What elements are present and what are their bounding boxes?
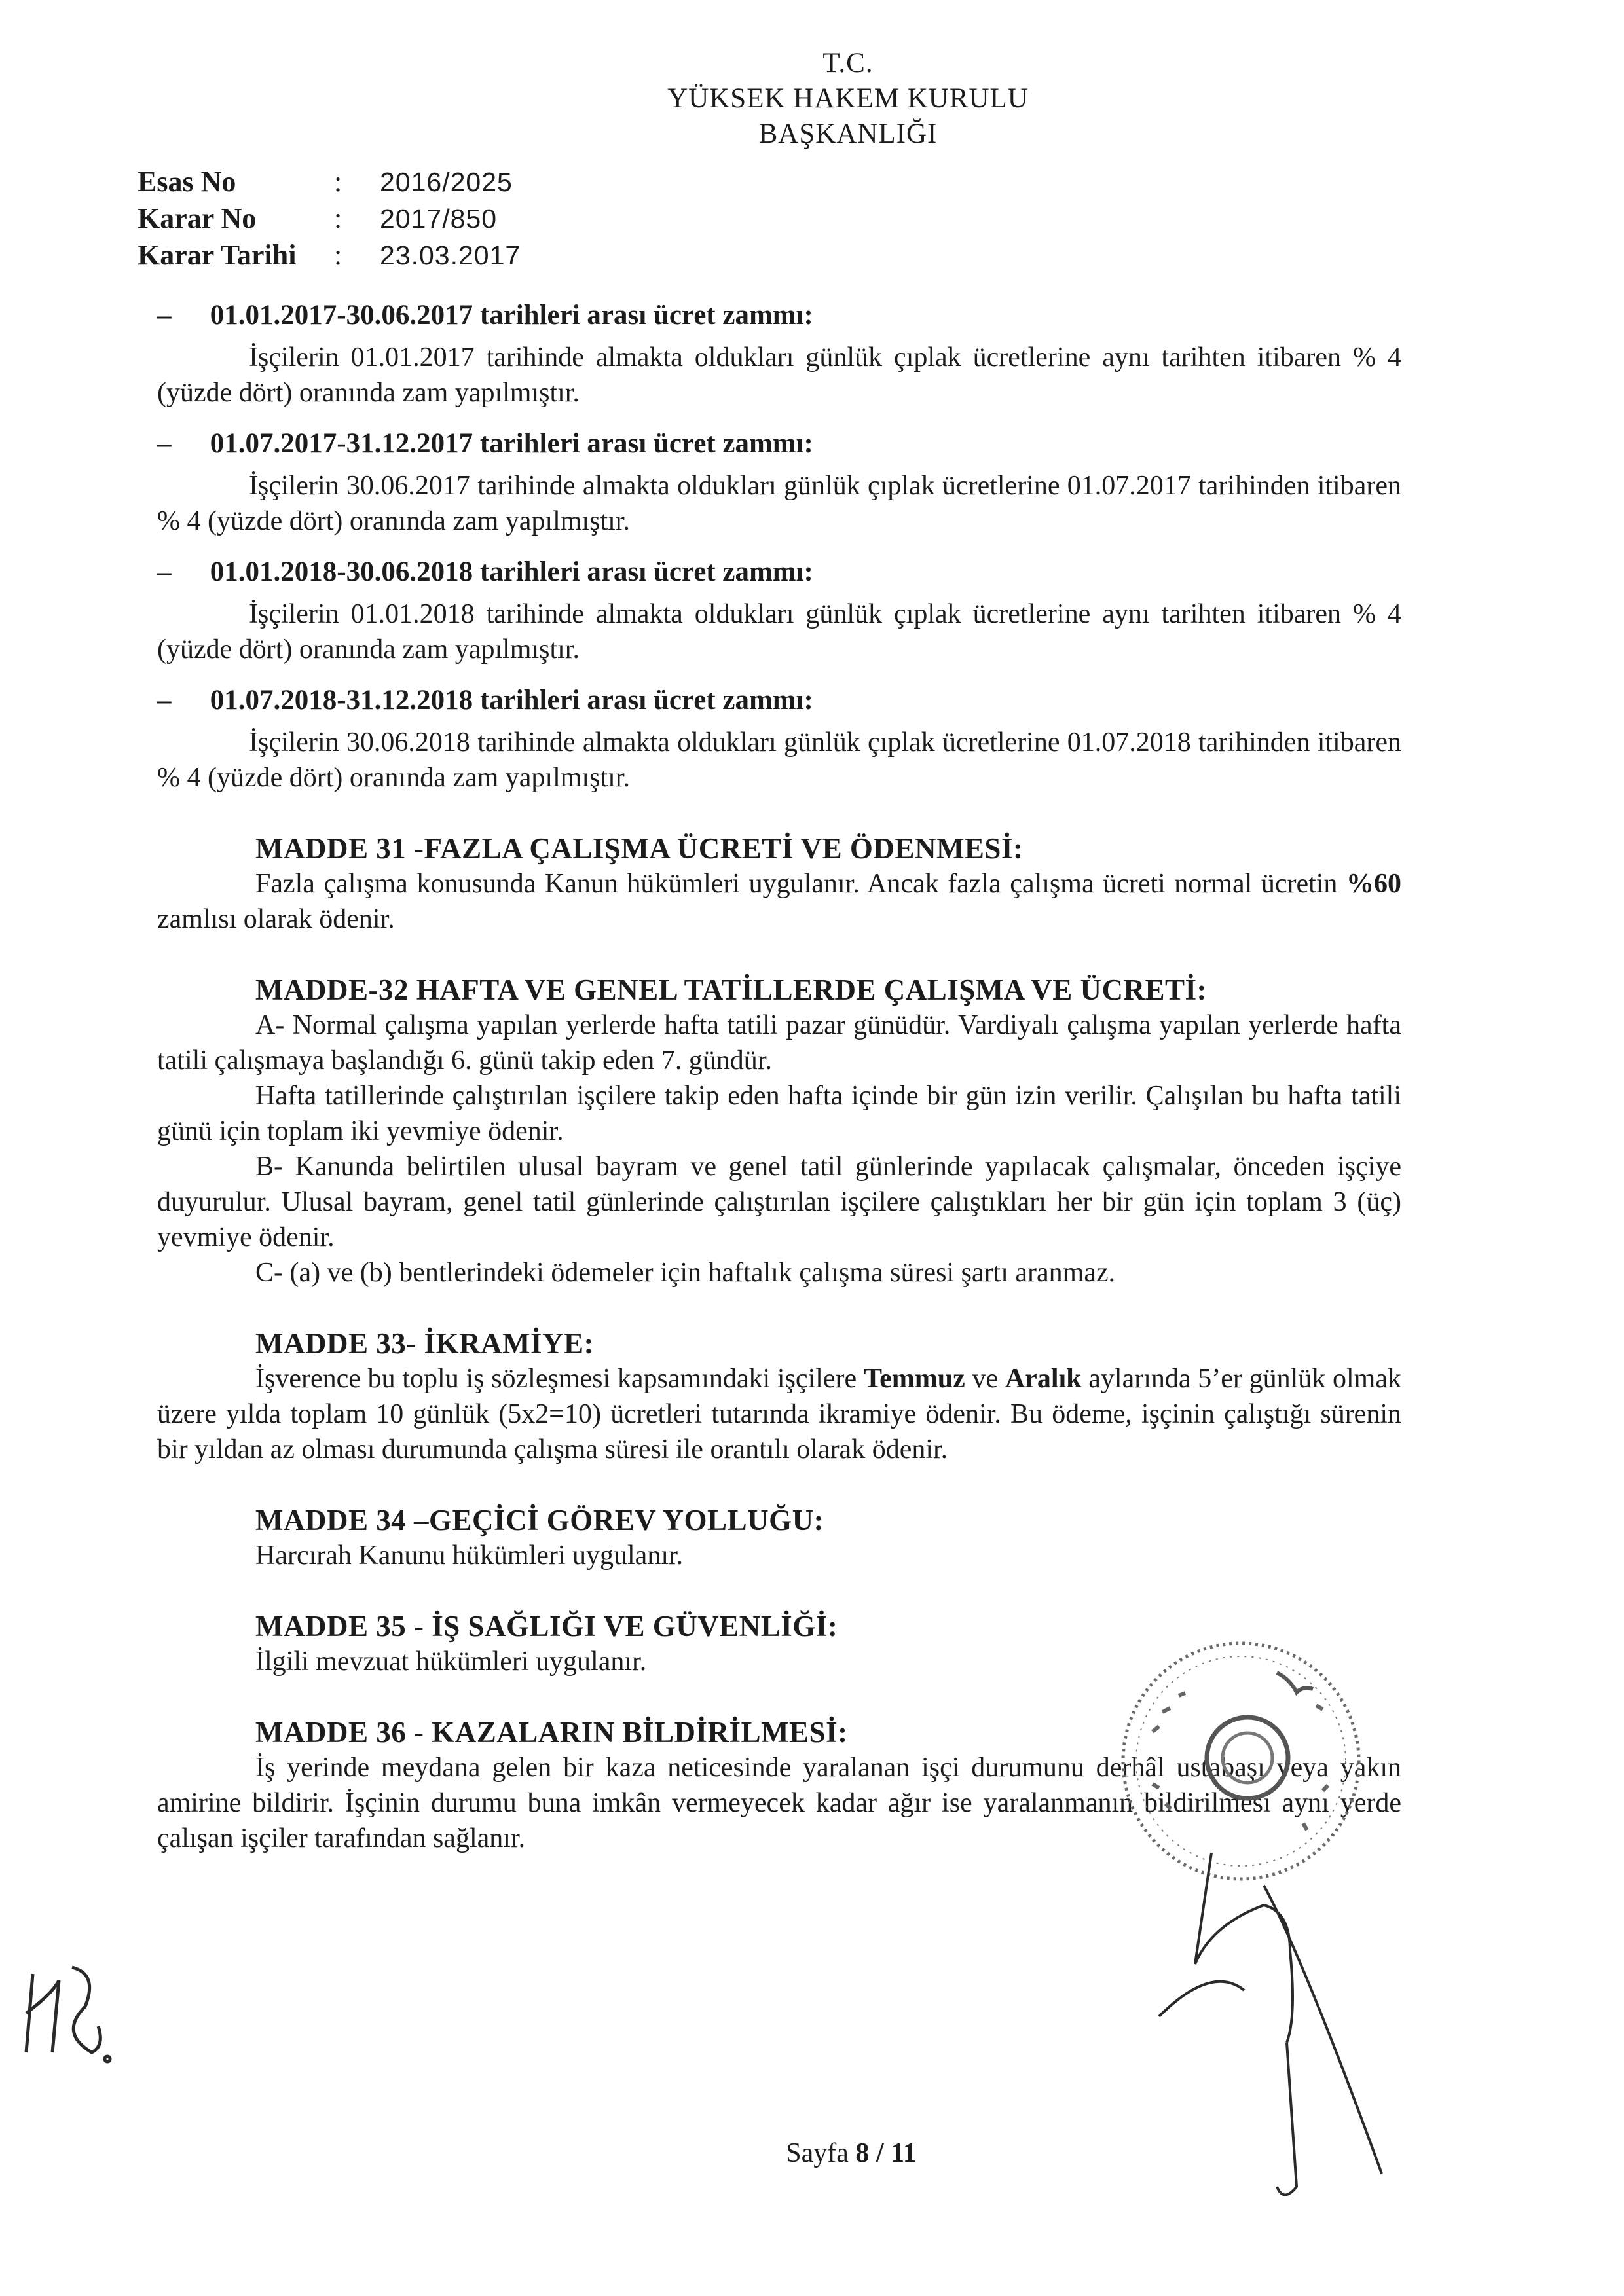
article-33-title: MADDE 33- İKRAMİYE:	[255, 1327, 594, 1360]
article-32-paragraph: Hafta tatillerinde çalıştırılan işçilere takip eden hafta içinde bir gün izin verilir. Çalışılan bu hafta tatili günü için toplam iki yevmiye ödenir.	[157, 1081, 1401, 1146]
bullet-dash: –	[157, 685, 172, 716]
meta-row-tarih	[138, 237, 521, 274]
article-31-text: Fazla çalışma konusunda Kanun hükümleri uygulanır. Ancak fazla çalışma ücreti normal ücretin %60 zamlısı olarak ödenir.	[157, 869, 1401, 934]
article-31	[157, 831, 1401, 937]
wage-increase-text: İşçilerin 30.06.2017 tarihinde almakta oldukları günlük çıplak ücretlerine 01.07.2017 tarihinden itibaren % 4 (yüzde dört) oranında zam yapılmıştır.	[157, 471, 1401, 536]
wage-increase-text: İşçilerin 01.01.2018 tarihinde almakta oldukları günlük çıplak ücretlerine aynı tarihten itibaren % 4 (yüzde dört) oranında zam yapılmıştır.	[157, 599, 1401, 665]
article-35-title: MADDE 35 - İŞ SAĞLIĞI VE GÜVENLİĞİ:	[255, 1610, 838, 1643]
article-34-title: MADDE 34 –GEÇİCİ GÖREV YOLLUĞU:	[255, 1504, 824, 1537]
meta-row-esas	[138, 164, 521, 200]
wage-increase-title: 01.01.2017-30.06.2017 tarihleri arası ücret zammı:	[210, 300, 813, 331]
article-32-paragraph-a: A- Normal çalışma yapılan yerlerde hafta tatili pazar günüdür. Vardiyalı çalışma yapılan yerlerde hafta tatili çalışmaya başlandığı 6. günü takip eden 7. gündür.	[157, 1010, 1401, 1076]
article-32-title: MADDE-32 HAFTA VE GENEL TATİLLERDE ÇALIŞMA VE ÜCRETİ:	[255, 974, 1208, 1006]
colon: :	[334, 239, 342, 271]
overtime-rate: %60	[1346, 869, 1401, 899]
karar-label: Karar No	[138, 202, 257, 234]
document-body	[157, 298, 1401, 1856]
article-32-paragraph-c: C- (a) ve (b) bentlerindeki ödemeler için haftalık çalışma süresi şartı aranmaz.	[255, 1258, 1116, 1288]
article-33	[157, 1326, 1401, 1467]
meta-row-karar	[138, 200, 521, 237]
wage-increase-title: 01.07.2017-31.12.2017 tarihleri arası ücret zammı:	[210, 428, 813, 459]
article-34	[157, 1503, 1401, 1573]
case-meta	[138, 164, 521, 274]
article-33-text: İşverence bu toplu iş sözleşmesi kapsamındaki işçilere Temmuz ve Aralık aylarında 5’er günlük olmak üzere yılda toplam 10 günlük (5x2=10) ücretleri tutarında ikramiye ödenir. Bu ödeme, işçinin çalıştığı sürenin bir yıldan az olması durumunda çalışma süresi ile orantılı olarak ödenir.	[157, 1364, 1401, 1465]
bullet-dash: –	[157, 556, 172, 587]
article-35-text: İlgili mevzuat hükümleri uygulanır.	[255, 1647, 647, 1677]
esas-label: Esas No	[138, 166, 236, 198]
page-footer	[39, 2138, 1624, 2169]
esas-value: 2016/2025	[380, 167, 513, 197]
page-label: Sayfa	[786, 2138, 856, 2168]
wage-increase-title: 01.01.2018-30.06.2018 tarihleri arası ücret zammı:	[210, 556, 813, 587]
article-31-title: MADDE 31 -FAZLA ÇALIŞMA ÜCRETİ VE ÖDENMESİ:	[255, 832, 1024, 865]
tarih-value: 23.03.2017	[380, 240, 521, 270]
header-line-baskanlik: BAŞKANLIĞI	[758, 118, 938, 149]
handwritten-initials	[13, 1954, 118, 2072]
colon: :	[334, 166, 342, 198]
article-32	[157, 972, 1401, 1290]
article-36-text: İş yerinde meydana gelen bir kaza neticesinde yaralanan işçi durumunu derhâl ustabaşı veya yakın amirine bildirir. İşçinin durumu buna imkân vermeyecek kadar ağır ise yaralanmanın bildirilmesi aynı yerde çalışan işçiler tarafından sağlanır.	[157, 1753, 1401, 1853]
karar-value: 2017/850	[380, 204, 498, 234]
wage-increase-item	[157, 555, 1401, 667]
wage-increase-item	[157, 426, 1401, 539]
wage-increase-text: İşçilerin 30.06.2018 tarihinde almakta oldukları günlük çıplak ücretlerine 01.07.2018 tarihinden itibaren % 4 (yüzde dört) oranında zam yapılmıştır.	[157, 727, 1401, 793]
bullet-dash: –	[157, 428, 172, 459]
document-header	[0, 46, 1624, 152]
page-number: 8 / 11	[855, 2138, 917, 2168]
header-line-tc: T.C.	[822, 48, 874, 79]
article-36-title: MADDE 36 - KAZALARIN BİLDİRİLMESİ:	[255, 1716, 848, 1749]
article-32-paragraph-b: B- Kanunda belirtilen ulusal bayram ve genel tatil günlerinde yapılacak çalışmalar, önceden işçiye duyurulur. Ulusal bayram, genel tatil günlerinde çalıştırılan işçilere çalıştıkları her bir gün için toplam 3 (üç) yevmiye ödenir.	[157, 1152, 1401, 1252]
article-34-text: Harcırah Kanunu hükümleri uygulanır.	[255, 1540, 684, 1571]
wage-increase-item	[157, 298, 1401, 410]
wage-increase-title: 01.07.2018-31.12.2018 tarihleri arası ücret zammı:	[210, 685, 813, 716]
wage-increase-item	[157, 683, 1401, 795]
colon: :	[334, 202, 342, 234]
bullet-dash: –	[157, 300, 172, 331]
tarih-label: Karar Tarihi	[138, 239, 297, 271]
wage-increase-text: İşçilerin 01.01.2017 tarihinde almakta oldukları günlük çıplak ücretlerine aynı tarihten itibaren % 4 (yüzde dört) oranında zam yapılmıştır.	[157, 342, 1401, 408]
header-line-kurul: YÜKSEK HAKEM KURULU	[667, 83, 1029, 114]
